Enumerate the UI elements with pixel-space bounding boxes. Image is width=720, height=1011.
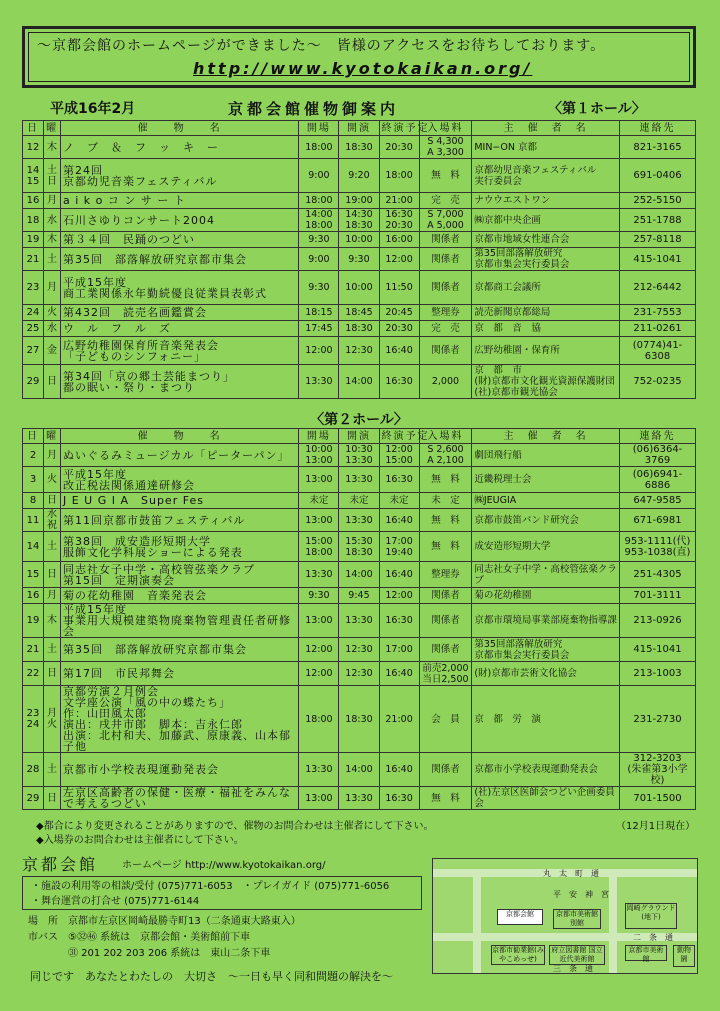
table-row: [23, 193, 696, 209]
cell-end: 20:30: [379, 321, 419, 337]
cell-start: 9:20: [339, 159, 379, 193]
cell-start: 18:30: [339, 136, 379, 159]
cell-contact: 691-0406: [620, 159, 696, 193]
table-row: [23, 562, 696, 588]
map-library: 府立図書館 国立近代美術館: [549, 945, 605, 965]
map-label-marutamachi: 丸 太 町 通: [543, 869, 599, 878]
cell-open: 9:30: [299, 588, 339, 604]
bus-line-1: 市バス ⑤㉜㊻ 系統は 京都会館・美術館前下車: [28, 932, 251, 943]
cell-organizer: 京都幼児音楽フェスティバル 実行委員会: [472, 159, 620, 193]
cell-weekday: 土: [44, 532, 61, 562]
cell-weekday: 月: [44, 588, 61, 604]
cell-end: 12:00 15:00: [379, 444, 419, 467]
cell-weekday: 金: [44, 337, 61, 365]
access-info: [28, 914, 301, 962]
cell-organizer: 京都市小学校表現運動発表会: [472, 753, 620, 787]
cell-weekday: 水: [44, 321, 61, 337]
table-row: [23, 444, 696, 467]
cell-open: 9:00: [299, 159, 339, 193]
map-bijutsu-annex: 京都市美術館別館: [553, 909, 601, 929]
cell-start: 13:30: [339, 509, 379, 532]
cell-organizer: 劇団飛行船: [472, 444, 620, 467]
cell-organizer: 京都市地域女性連合会: [472, 232, 620, 248]
cell-event: 第35回 部落解放研究京都市集会: [60, 248, 298, 271]
cell-day: 16: [23, 193, 44, 209]
cell-open: 未定: [299, 493, 339, 509]
cell-contact: 701-1500: [620, 787, 696, 810]
cell-day: 3: [23, 467, 44, 493]
cell-organizer: 京 都 労 演: [472, 686, 620, 753]
cell-open: 13:30: [299, 753, 339, 787]
cell-organizer: 京 都 市 (財)京都市文化観光資源保護財団 (社)京都市観光協会: [472, 365, 620, 399]
table-row: [23, 532, 696, 562]
cell-start: 9:45: [339, 588, 379, 604]
cell-day: 19: [23, 232, 44, 248]
cell-end: 16:00: [379, 232, 419, 248]
cell-organizer: (財)京都市芸術文化協会: [472, 662, 620, 686]
cell-organizer: (社)左京区医師会つどい企画委員会: [472, 787, 620, 810]
cell-weekday: 日: [44, 365, 61, 399]
cell-fee: 2,000: [419, 365, 472, 399]
banner-url-link[interactable]: http://www.kyotokaikan.org/: [193, 59, 533, 78]
cell-contact: 251-1788: [620, 209, 696, 232]
cell-day: 21: [23, 638, 44, 662]
cell-open: 9:30: [299, 271, 339, 305]
table-row: [23, 159, 696, 193]
table-row: [23, 248, 696, 271]
cell-contact: 953-1111(代) 953-1038(直): [620, 532, 696, 562]
table-row: [23, 638, 696, 662]
cell-end: 16:40: [379, 337, 419, 365]
cell-organizer: ㈱JEUGIA: [472, 493, 620, 509]
col-header-contact: 連絡先: [620, 121, 696, 136]
cell-event: J E U G I A Super Fes: [60, 493, 298, 509]
cell-event: 菊の花幼稚園 音楽発表会: [60, 588, 298, 604]
hall2-table: [22, 428, 696, 810]
cell-event: 第38回 成安造形短期大学 服飾文化学科展ショーによる発表: [60, 532, 298, 562]
cell-day: 19: [23, 604, 44, 638]
cell-end: 11:50: [379, 271, 419, 305]
footer-title: 京都会館: [22, 855, 99, 874]
cell-event: 平成15年度 改正税法関係通達研修会: [60, 467, 298, 493]
cell-open: 17:45: [299, 321, 339, 337]
cell-contact: 231-2730: [620, 686, 696, 753]
cell-event: a i k o コ ン サ ー ト: [60, 193, 298, 209]
cell-event: ウ ル フ ル ズ: [60, 321, 298, 337]
cell-weekday: 火: [44, 305, 61, 321]
table-row: [23, 467, 696, 493]
col-header-weekday: 曜: [44, 121, 61, 136]
cell-end: 17:00 19:40: [379, 532, 419, 562]
cell-open: 10:00 13:00: [299, 444, 339, 467]
cell-weekday: 月: [44, 271, 61, 305]
cell-start: 10:00: [339, 271, 379, 305]
cell-fee: 無 料: [419, 159, 472, 193]
cell-event: 石川さゆりコンサート2004: [60, 209, 298, 232]
col-header-day: 日: [23, 121, 44, 136]
cell-day: 28: [23, 753, 44, 787]
cell-start: 19:00: [339, 193, 379, 209]
cell-day: 21: [23, 248, 44, 271]
col-header-start: 開演: [339, 121, 379, 136]
contact-line-2: ・舞台運営の打合せ (075)771-6144: [31, 896, 200, 907]
cell-start: 18:45: [339, 305, 379, 321]
cell-end: 未定: [379, 493, 419, 509]
table-row: [23, 604, 696, 638]
cell-end: 12:00: [379, 588, 419, 604]
cell-start: 13:30: [339, 604, 379, 638]
cell-contact: (0774)41-6308: [620, 337, 696, 365]
map-zoo: 動物園: [673, 945, 695, 967]
cell-open: 13:30: [299, 562, 339, 588]
cell-open: 13:00: [299, 604, 339, 638]
header-date: 平成16年2月: [50, 101, 136, 117]
cell-event: 第35回 部落解放研究京都市集会: [60, 638, 298, 662]
hall1-table: [22, 120, 696, 399]
col-header-open: 開場: [299, 429, 339, 444]
contact-box: [22, 876, 422, 910]
note-2: ◆入場券のお問合わせは主催者にして下さい。: [36, 835, 244, 846]
table-row: [23, 753, 696, 787]
cell-end: 16:30: [379, 365, 419, 399]
cell-end: 17:00: [379, 638, 419, 662]
col-header-contact: 連絡先: [620, 429, 696, 444]
page-title: 京都会館催物御案内: [228, 100, 400, 118]
cell-fee: 関係者: [419, 337, 472, 365]
cell-end: 21:00: [379, 193, 419, 209]
cell-weekday: 日: [44, 787, 61, 810]
cell-contact: 312-3203 (朱雀第3小学校): [620, 753, 696, 787]
cell-fee: S 2,600 A 2,100: [419, 444, 472, 467]
note-1: ◆都合により変更されることがありますので、催物のお問合わせは主催者にして下さい。: [36, 821, 434, 832]
cell-weekday: 土: [44, 638, 61, 662]
cell-open: 9:30: [299, 232, 339, 248]
cell-start: 9:30: [339, 248, 379, 271]
col-header-event: 催 物 名: [60, 429, 298, 444]
table-row: [23, 337, 696, 365]
table-row: [23, 136, 696, 159]
col-header-start: 開演: [339, 429, 379, 444]
cell-organizer: ナウウエストワン: [472, 193, 620, 209]
cell-contact: 211-0261: [620, 321, 696, 337]
cell-end: 20:45: [379, 305, 419, 321]
cell-organizer: 同志社女子中学・高校管弦楽クラブ: [472, 562, 620, 588]
col-header-organizer: 主 催 者 名: [472, 121, 620, 136]
cell-open: 9:00: [299, 248, 339, 271]
cell-fee: 無 料: [419, 467, 472, 493]
cell-contact: 671-6981: [620, 509, 696, 532]
table-row: [23, 305, 696, 321]
cell-start: 13:30: [339, 467, 379, 493]
cell-fee: 整理券: [419, 305, 472, 321]
footer: [22, 852, 422, 959]
bus-line-2: ㉛ 201 202 203 206 系統は 東山二条下車: [28, 948, 271, 959]
cell-day: 18: [23, 209, 44, 232]
cell-end: 21:00: [379, 686, 419, 753]
cell-weekday: 日: [44, 562, 61, 588]
table-row: [23, 493, 696, 509]
cell-fee: 関係者: [419, 588, 472, 604]
cell-contact: 212-6442: [620, 271, 696, 305]
cell-event: ノ ブ ＆ フ ッ キ ー: [60, 136, 298, 159]
map-shimbi: 京都市美術館: [625, 945, 667, 961]
cell-weekday: 土: [44, 248, 61, 271]
cell-organizer: ㈱京都中央企画: [472, 209, 620, 232]
cell-contact: 213-1003: [620, 662, 696, 686]
cell-contact: (06)6364-3769: [620, 444, 696, 467]
cell-event: 第３４回 民踊のつどい: [60, 232, 298, 248]
cell-start: 10:30 13:30: [339, 444, 379, 467]
cell-start: 14:00: [339, 753, 379, 787]
cell-open: 12:00: [299, 638, 339, 662]
slogan: 同じです あなたとわたしの 大切さ 〜一日も早く同和問題の解決を〜: [30, 970, 393, 983]
cell-end: 16:40: [379, 509, 419, 532]
cell-fee: S 7,000 A 5,000: [419, 209, 472, 232]
cell-end: 16:30: [379, 604, 419, 638]
homepage-banner: [22, 26, 696, 88]
cell-start: 12:30: [339, 638, 379, 662]
table-row: [23, 509, 696, 532]
cell-contact: 213-0926: [620, 604, 696, 638]
notes: [36, 820, 696, 848]
cell-weekday: 月 火: [44, 686, 61, 753]
col-header-weekday: 曜: [44, 429, 61, 444]
cell-event: 第24回 京都幼児音楽フェスティバル: [60, 159, 298, 193]
cell-contact: 647-9585: [620, 493, 696, 509]
cell-fee: 無 料: [419, 532, 472, 562]
cell-organizer: 第35回部落解放研究 京都市集会実行委員会: [472, 248, 620, 271]
cell-open: 13:30: [299, 365, 339, 399]
map-road-higashioji: [473, 869, 481, 973]
hall2-title: 〈第２ホール〉: [310, 412, 408, 428]
cell-contact: 251-4305: [620, 562, 696, 588]
cell-organizer: 第35回部落解放研究 京都市集会実行委員会: [472, 638, 620, 662]
cell-end: 16:40: [379, 562, 419, 588]
cell-contact: 415-1041: [620, 638, 696, 662]
map-road-jingu: [609, 869, 617, 973]
cell-day: 16: [23, 588, 44, 604]
cell-organizer: MIN−ON 京都: [472, 136, 620, 159]
col-header-open: 開場: [299, 121, 339, 136]
cell-fee: 関係者: [419, 271, 472, 305]
cell-start: 未定: [339, 493, 379, 509]
table-row: [23, 232, 696, 248]
map-ground: 岡崎グラウンド(地下): [625, 903, 677, 929]
cell-event: 広野幼稚園保育所音楽発表会 「子どものシンフォニー」: [60, 337, 298, 365]
cell-fee: 関係者: [419, 638, 472, 662]
map-label-sanjo: 三 条 通: [553, 964, 593, 973]
col-header-fee: 入場料: [419, 429, 472, 444]
cell-day: 15: [23, 562, 44, 588]
cell-organizer: 京都市環境局事業部廃棄物指導課: [472, 604, 620, 638]
cell-day: 23: [23, 271, 44, 305]
cell-open: 12:00: [299, 337, 339, 365]
cell-fee: 未 定: [419, 493, 472, 509]
cell-end: 12:00: [379, 248, 419, 271]
cell-fee: 完 売: [419, 321, 472, 337]
note-date: （12月1日現在）: [616, 821, 696, 832]
cell-event: 第34回「京の郷土芸能まつり」 都の眠い・祭り・まつり: [60, 365, 298, 399]
cell-event: 京都労演２月例会 文学座公演「風の中の蝶たち」 作：山田風太郎 演出：戌井市郎 脚本：吉永仁郎 出演：北村和夫、加藤武、原康義、山本郁子他: [60, 686, 298, 753]
cell-event: 左京区高齢者の保健・医療・福祉をみんなで考えるつどい: [60, 787, 298, 810]
cell-day: 12: [23, 136, 44, 159]
col-header-event: 催 物 名: [60, 121, 298, 136]
cell-day: 22: [23, 662, 44, 686]
cell-day: 14 15: [23, 159, 44, 193]
cell-day: 27: [23, 337, 44, 365]
cell-weekday: 木: [44, 136, 61, 159]
cell-day: 29: [23, 365, 44, 399]
cell-contact: 701-3111: [620, 588, 696, 604]
cell-event: 第432回 読売名画鑑賞会: [60, 305, 298, 321]
col-header-end: 終演予定: [379, 121, 419, 136]
address: 場 所 京都市左京区岡崎最勝寺町13（二条通東大路東入）: [28, 916, 301, 927]
cell-event: 平成15年度 事業用大規模建築物廃棄物管理責任者研修会: [60, 604, 298, 638]
table-row: [23, 787, 696, 810]
cell-open: 18:00: [299, 686, 339, 753]
cell-fee: 関係者: [419, 753, 472, 787]
cell-open: 18:15: [299, 305, 339, 321]
cell-organizer: 広野幼稚園・保育所: [472, 337, 620, 365]
col-header-day: 日: [23, 429, 44, 444]
cell-start: 12:30: [339, 337, 379, 365]
cell-fee: 関係者: [419, 248, 472, 271]
map-kaikan: 京都会館: [497, 909, 543, 925]
cell-start: 14:30 18:30: [339, 209, 379, 232]
cell-event: ぬいぐるみミュージカル「ピーターパン」: [60, 444, 298, 467]
cell-day: 14: [23, 532, 44, 562]
cell-end: 16:30: [379, 467, 419, 493]
cell-weekday: 水祝: [44, 509, 61, 532]
table-row: [23, 271, 696, 305]
cell-open: 15:00 18:00: [299, 532, 339, 562]
cell-weekday: 水: [44, 209, 61, 232]
cell-weekday: 月: [44, 193, 61, 209]
col-header-organizer: 主 催 者 名: [472, 429, 620, 444]
cell-start: 14:00: [339, 365, 379, 399]
cell-end: 18:00: [379, 159, 419, 193]
cell-start: 10:00: [339, 232, 379, 248]
cell-contact: 257-8118: [620, 232, 696, 248]
cell-fee: S 4,300 A 3,300: [419, 136, 472, 159]
access-map: [432, 858, 698, 974]
cell-end: 16:30 20:30: [379, 209, 419, 232]
cell-weekday: 月: [44, 444, 61, 467]
cell-weekday: 日: [44, 662, 61, 686]
table-row: [23, 365, 696, 399]
cell-open: 13:00: [299, 787, 339, 810]
cell-fee: 関係者: [419, 232, 472, 248]
table-row: [23, 686, 696, 753]
cell-organizer: 近畿税理士会: [472, 467, 620, 493]
map-miyakomesse: 京都市勧業館(みやこめっせ): [492, 946, 544, 963]
cell-day: 23 24: [23, 686, 44, 753]
cell-start: 13:30: [339, 787, 379, 810]
cell-organizer: 京都市鼓笛バンド研究会: [472, 509, 620, 532]
cell-contact: 415-1041: [620, 248, 696, 271]
cell-weekday: 日: [44, 493, 61, 509]
table-row: [23, 588, 696, 604]
cell-day: 2: [23, 444, 44, 467]
cell-weekday: 火: [44, 467, 61, 493]
cell-event: 第11回京都市鼓笛フェスティバル: [60, 509, 298, 532]
cell-end: 20:30: [379, 136, 419, 159]
cell-event: 京都市小学校表現運動発表会: [60, 753, 298, 787]
cell-open: 18:00: [299, 136, 339, 159]
cell-start: 15:30 18:30: [339, 532, 379, 562]
cell-contact: 821-3165: [620, 136, 696, 159]
cell-start: 12:30: [339, 662, 379, 686]
cell-event: 第17回 市民邦舞会: [60, 662, 298, 686]
cell-day: 24: [23, 305, 44, 321]
cell-day: 25: [23, 321, 44, 337]
cell-event: 平成15年度 商工業関係永年勤続優良従業員表彰式: [60, 271, 298, 305]
cell-open: 13:00: [299, 509, 339, 532]
banner-text: 〜京都会館のホームページができました〜 皆様のアクセスをお待ちしております。: [37, 38, 606, 54]
cell-contact: 231-7553: [620, 305, 696, 321]
map-label-heian: 平 安 神 宮: [553, 890, 609, 899]
cell-open: 18:00: [299, 193, 339, 209]
cell-open: 12:00: [299, 662, 339, 686]
hall1-title: 〈第１ホール〉: [548, 101, 646, 117]
cell-organizer: 菊の花幼稚園: [472, 588, 620, 604]
footer-homepage-link[interactable]: ホームページ http://www.kyotokaikan.org/: [122, 860, 326, 871]
contact-line-1: ・施設の利用等の相談/受付 (075)771-6053 ・プレイガイド (075)771-6056: [31, 881, 390, 892]
table-row: [23, 209, 696, 232]
cell-weekday: 土 日: [44, 159, 61, 193]
cell-weekday: 土: [44, 753, 61, 787]
cell-start: 18:30: [339, 321, 379, 337]
cell-weekday: 木: [44, 604, 61, 638]
cell-open: 13:00: [299, 467, 339, 493]
cell-event: 同志社女子中学・高校管弦楽クラブ 第15回 定期演奏会: [60, 562, 298, 588]
cell-start: 14:00: [339, 562, 379, 588]
cell-day: 8: [23, 493, 44, 509]
cell-organizer: 読売新聞京都総局: [472, 305, 620, 321]
cell-fee: 前売2,000 当日2,500: [419, 662, 472, 686]
cell-weekday: 木: [44, 232, 61, 248]
cell-end: 16:40: [379, 753, 419, 787]
col-header-end: 終演予定: [379, 429, 419, 444]
cell-fee: 整理券: [419, 562, 472, 588]
cell-open: 14:00 18:00: [299, 209, 339, 232]
cell-day: 29: [23, 787, 44, 810]
cell-organizer: 京都商工会議所: [472, 271, 620, 305]
cell-contact: 252-5150: [620, 193, 696, 209]
cell-end: 16:40: [379, 662, 419, 686]
cell-organizer: 京 都 音 協: [472, 321, 620, 337]
schedule-header: [22, 96, 696, 116]
cell-fee: 関係者: [419, 604, 472, 638]
table-row: [23, 321, 696, 337]
cell-organizer: 成安造形短期大学: [472, 532, 620, 562]
cell-fee: 無 料: [419, 787, 472, 810]
cell-end: 16:30: [379, 787, 419, 810]
cell-contact: 752-0235: [620, 365, 696, 399]
table-row: [23, 662, 696, 686]
cell-fee: 会 員: [419, 686, 472, 753]
cell-fee: 無 料: [419, 509, 472, 532]
cell-start: 18:30: [339, 686, 379, 753]
map-label-nijo: 二 条 通: [633, 933, 673, 942]
cell-day: 11: [23, 509, 44, 532]
cell-contact: (06)6941-6886: [620, 467, 696, 493]
col-header-fee: 入場料: [419, 121, 472, 136]
cell-fee: 完 売: [419, 193, 472, 209]
